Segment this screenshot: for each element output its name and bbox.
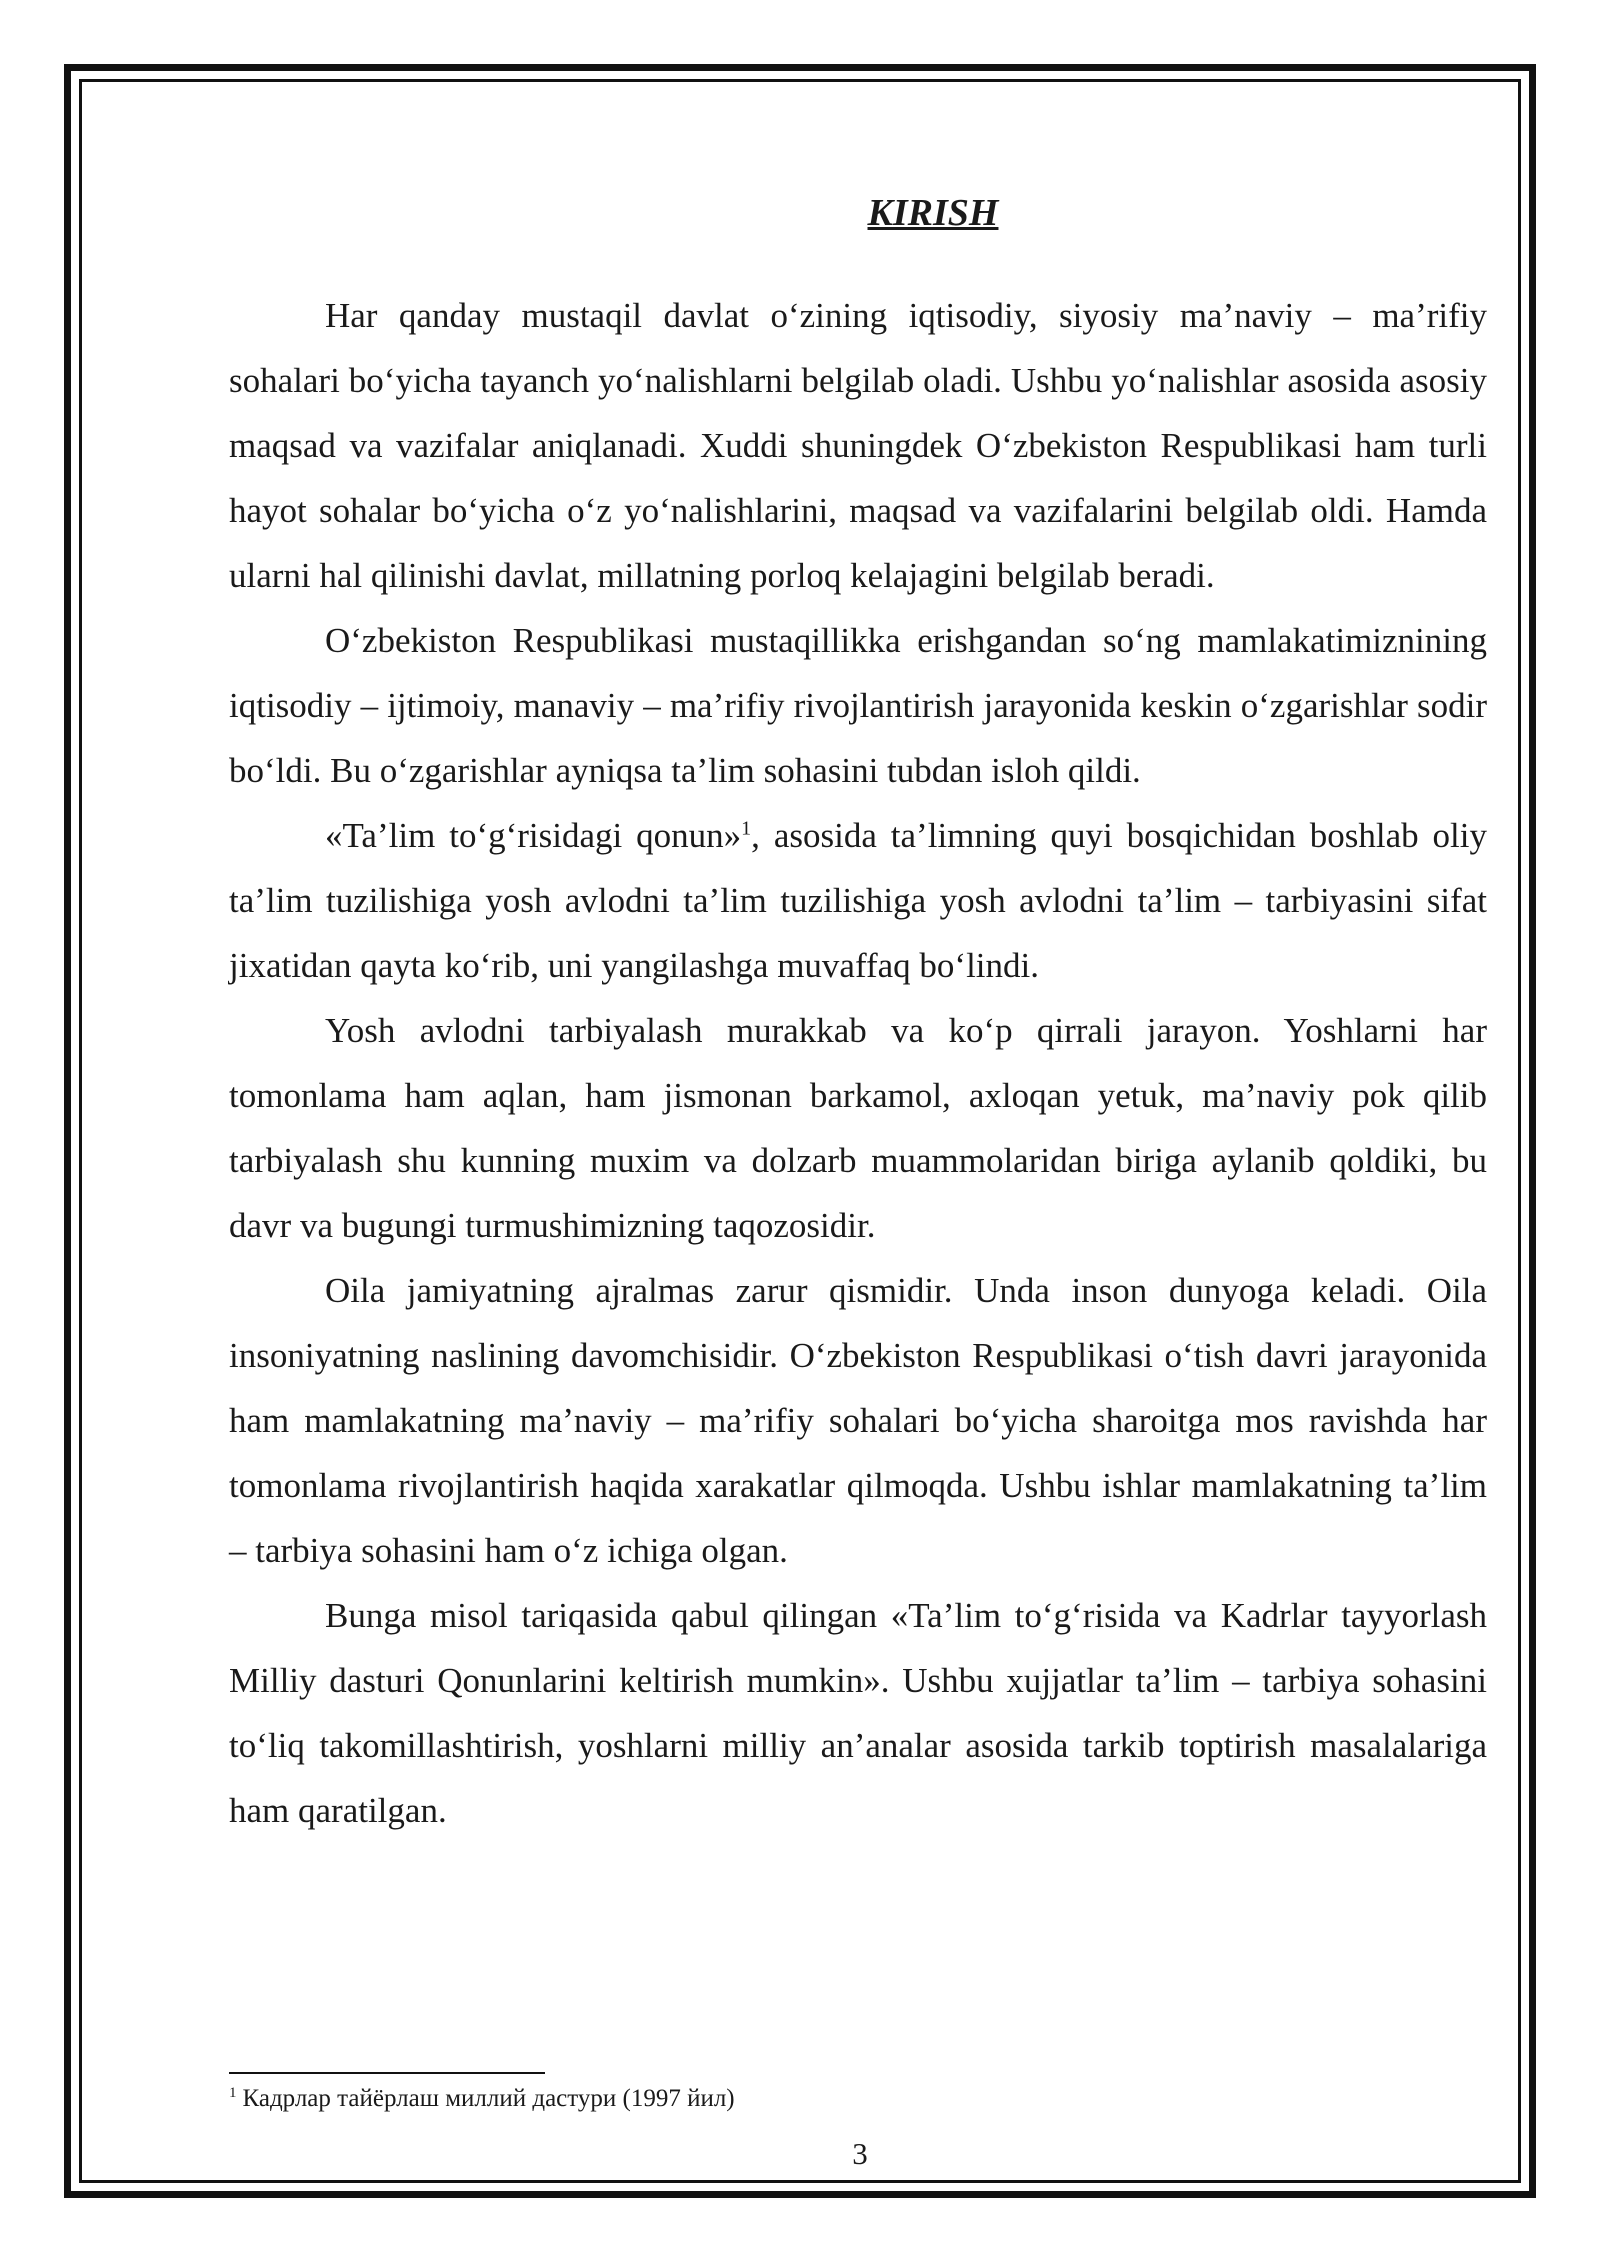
page-number: 3 xyxy=(852,2136,868,2171)
paragraph-4: Yosh avlodni tarbiyalash murakkab va ko‘p qirrali jarayon. Yoshlarni har tomonlama ham aqlan, ham jismonan barkamol, axloqan yetuk, ma’naviy pok qilib tarbiyalash shu kunning muxim va dolzarb muammolaridan biriga aylanib qoldiki, bu davr va bugungi turmushimizning taqozosidir. xyxy=(229,1011,1487,1245)
paragraph-5: Oila jamiyatning ajralmas zarur qismidir. Unda inson dunyoga keladi. Oila insoniyatning naslining davomchisidir. O‘zbekiston Respublikasi o‘tish davri jarayonida ham mamlakatning ma’naviy – ma’rifiy sohalari bo‘yicha sharoitga mos ravishda har tomonlama rivojlantirish haqida xarakatlar qilmoqda. Ushbu ishlar mamlakatning ta’lim – tarbiya sohasini ham o‘z ichiga olgan. xyxy=(229,1271,1487,1570)
document-body xyxy=(229,186,1487,1843)
footnote xyxy=(229,2082,735,2116)
footnote-text: Кадрлар тайёрлаш миллий дастури (1997 йил) xyxy=(242,2085,735,2112)
document-title: KIRISH xyxy=(867,192,999,234)
paragraph-3-text-after: , asosida ta’limning quyi bosqichidan boshlab oliy ta’lim tuzilishiga yosh avlodni ta’lim tuzilishiga yosh avlodni ta’lim – tarbiyasini sifat jixatidan qayta ko‘rib, uni yangilashga muvaffaq bo‘lindi. xyxy=(229,816,1487,985)
paragraph-3-text-before: «Ta’lim to‘g‘risidagi qonun» xyxy=(325,816,742,855)
paragraph-1: Har qanday mustaqil davlat o‘zining iqtisodiy, siyosiy ma’naviy – ma’rifiy sohalari bo‘yicha tayanch yo‘nalishlarni belgilab oladi. Ushbu yo‘nalishlar asosida asosiy maqsad va vazifalar aniqlanadi. Xuddi shuningdek O‘zbekiston Respublikasi ham turli hayot sohalar bo‘yicha o‘z yo‘nalishlarini, maqsad va vazifalarini belgilab oldi. Hamda ularni hal qilinishi davlat, millatning porloq kelajagini belgilab beradi. xyxy=(229,296,1487,595)
footnote-reference[interactable]: 1 xyxy=(741,817,752,840)
paragraph-3 xyxy=(229,803,1487,998)
paragraph-2: O‘zbekiston Respublikasi mustaqillikka erishgandan so‘ng mamlakatimiznining iqtisodiy – ijtimoiy, manaviy – ma’rifiy rivojlantirish jarayonida keskin o‘zgarishlar sodir bo‘ldi. Bu o‘zgarishlar ayniqsa ta’lim sohasini tubdan isloh qildi. xyxy=(229,621,1487,790)
paragraph-6: Bunga misol tariqasida qabul qilingan «Ta’lim to‘g‘risida va Kadrlar tayyorlash Milliy dasturi Qonunlarini keltirish mumkin». Ushbu xujjatlar ta’lim – tarbiya sohasini to‘liq takomillashtirish, yoshlarni milliy an’analar asosida tarkib toptirish masalalariga ham qaratilgan. xyxy=(229,1596,1487,1830)
footnote-number: 1 xyxy=(229,2084,237,2101)
footnote-separator xyxy=(229,2072,545,2074)
